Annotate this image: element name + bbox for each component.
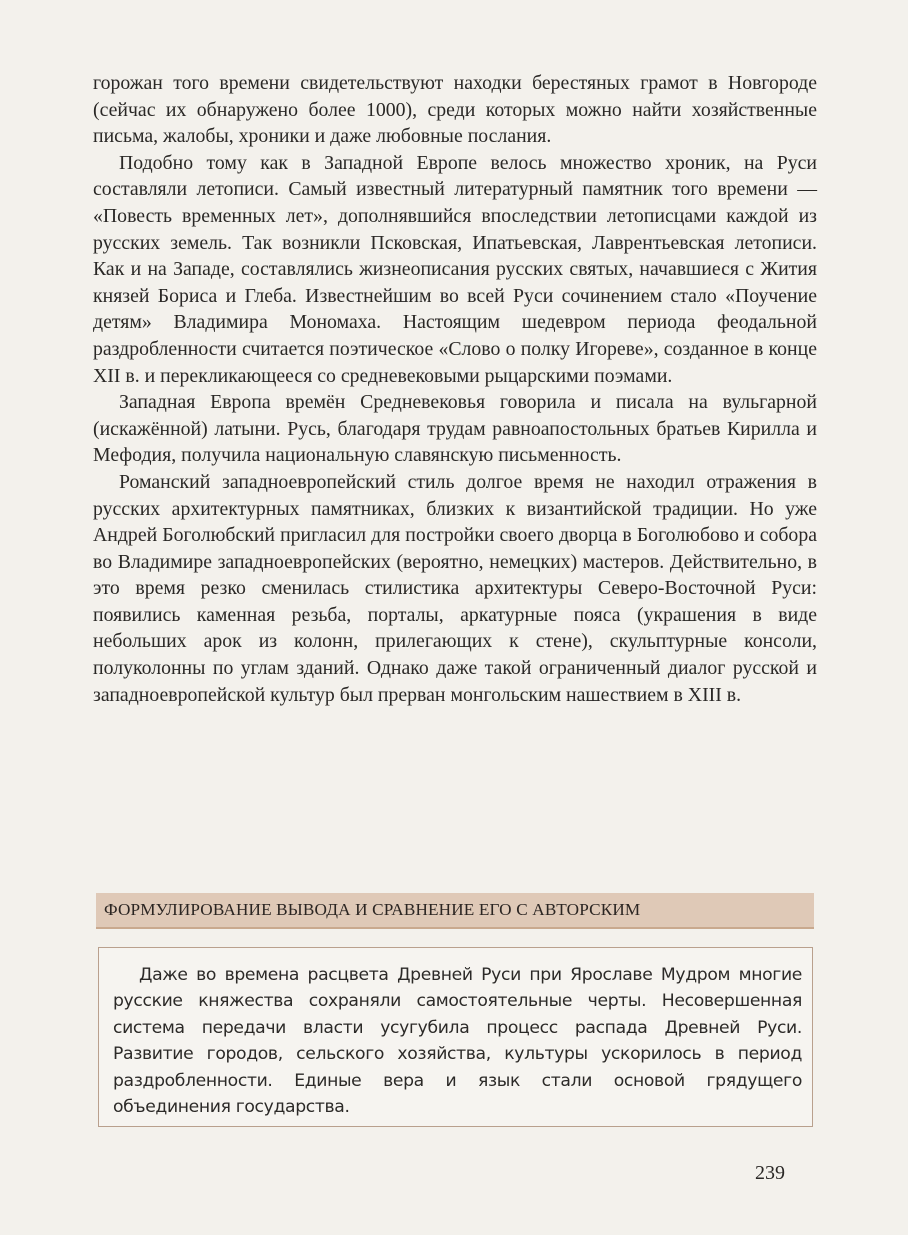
body-text — [93, 70, 817, 708]
page-number: 239 — [755, 1162, 785, 1184]
section-title: ФОРМУЛИРОВАНИЕ ВЫВОДА И СРАВНЕНИЕ ЕГО С АВТОРСКИМ — [104, 900, 641, 919]
paragraph-1: горожан того времени свидетельствуют находки берестяных грамот в Новгороде (сейчас их обнаружено более 1000), среди которых можно найти хозяйственные письма, жалобы, хроники и даже любовные послания. — [93, 72, 817, 148]
paragraph-4: Романский западноевропейский стиль долгое время не находил отражения в русских архитектурных памятниках, близких к византийской традиции. Но уже Андрей Боголюбский пригласил для постройки своего дворца в Боголюбово и собора во Владимире западноевропейских (вероятно, немецких) мастеров. Действительно, в это время резко сменилась стилистика архитектуры Северо-Восточной Руси: появились каменная резьба, порталы, аркатурные пояса (украшения в виде небольших арок из колонн, прилегающих к стене), скульптурные консоли, полуколонны по углам зданий. Однако даже такой ограниченный диалог русской и западноевропейской культур был прерван монгольским нашествием в XIII в. — [93, 470, 817, 706]
paragraph-2: Подобно тому как в Западной Европе велось множество хроник, на Руси составляли летописи. Самый известный литературный памятник того времени — «Повесть временных лет», дополнявшийся впоследствии летописцами каждой из русских земель. Так возникли Псковская, Ипатьевская, Лаврентьевская летописи. Как и на Западе, составлялись жизнеописания русских святых, начавшиеся с Жития князей Бориса и Глеба. Известнейшим во всей Руси сочинением стало «Поучение детям» Владимира Мономаха. Настоящим шедевром периода феодальной раздробленности считается поэтическое «Слово о полку Игореве», созданное в конце XII в. и перекликающееся со средневековыми рыцарскими поэмами. — [93, 151, 817, 387]
conclusion-text: Даже во времена расцвета Древней Руси при Ярославе Мудром многие русские княжества сохраняли самостоятельные черты. Несовершенная система передачи власти усугубила процесс распада Древней Руси. Развитие городов, сельского хозяйства, культуры ускорилось в период раздробленности. Единые вера и язык стали основой грядущего объединения государства. — [113, 965, 802, 1118]
section-header — [96, 893, 814, 929]
conclusion-box — [98, 947, 813, 1127]
paragraph-3: Западная Европа времён Средневековья говорила и писала на вульгарной (искажённой) латыни. Русь, благодаря трудам равноапостольных братьев Кирилла и Мефодия, получила национальную славянскую письменность. — [93, 391, 817, 467]
